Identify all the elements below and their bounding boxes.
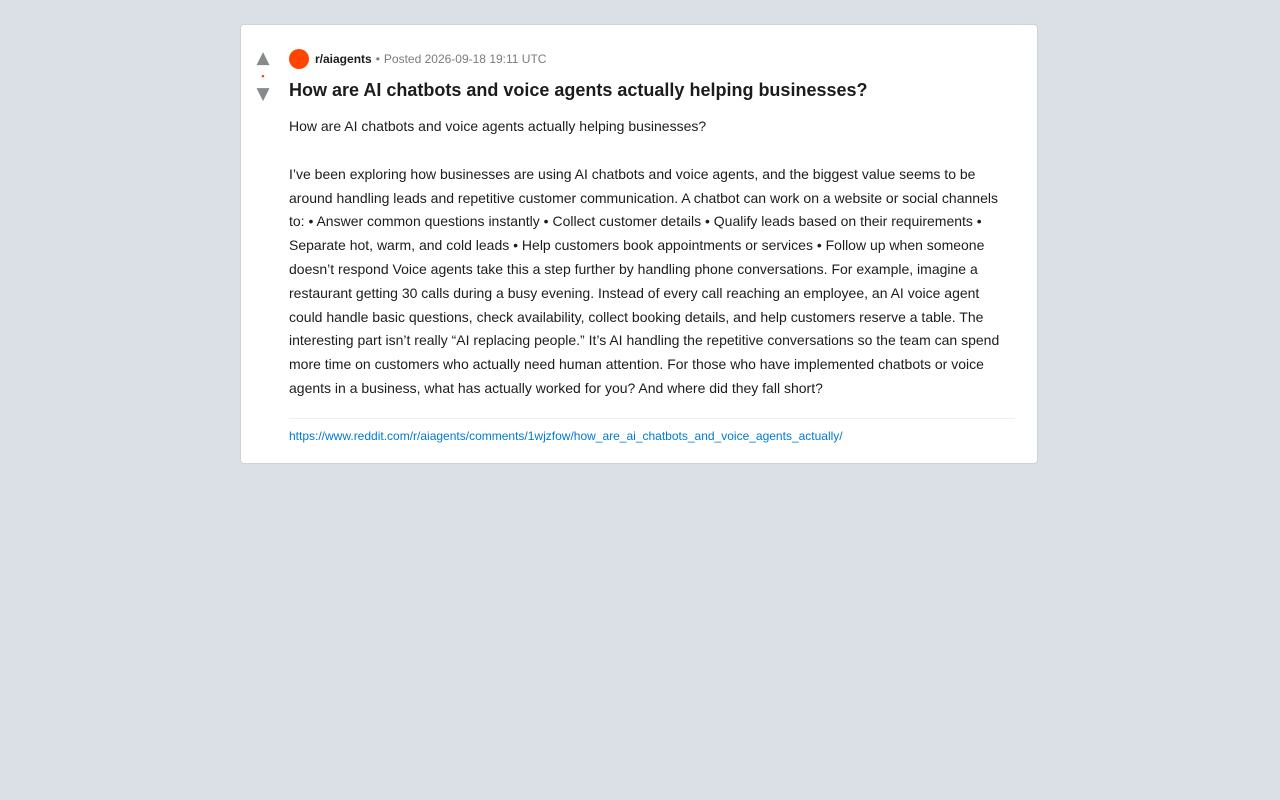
- post-body: [289, 115, 1015, 401]
- post-card: [240, 24, 1038, 464]
- upvote-arrow-icon[interactable]: ▲: [256, 48, 270, 68]
- vote-column: [241, 25, 285, 103]
- post-meta: [289, 49, 1015, 69]
- post-content: [289, 49, 1015, 444]
- subreddit-name[interactable]: r/aiagents: [315, 52, 372, 66]
- post-body-intro: How are AI chatbots and voice agents actually helping businesses?: [289, 118, 707, 134]
- vote-score: •: [261, 71, 265, 81]
- post-title[interactable]: How are AI chatbots and voice agents actually helping businesses?: [289, 80, 868, 100]
- subreddit-avatar-icon[interactable]: [289, 49, 309, 69]
- downvote-arrow-icon[interactable]: ▼: [256, 84, 270, 104]
- meta-separator: •: [375, 52, 380, 66]
- post-footer: [289, 418, 1015, 444]
- post-permalink[interactable]: https://www.reddit.com/r/aiagents/comments/1wjzfow/how_are_ai_chatbots_and_voice_agents_actually/: [289, 428, 843, 443]
- post-body-main: I’ve been exploring how businesses are using AI chatbots and voice agents, and the biggest value seems to be around handling leads and repetitive customer communication. A chatbot can work on a website or social channels to: • Answer common questions instantly • Collect customer details • Qualify leads based on their requirements • Separate hot, warm, and cold leads • Help customers book appointments or services • Follow up when someone doesn’t respond Voice agents take this a step further by handling phone conversations. For example, imagine a restaurant getting 30 calls during a busy evening. Instead of every call reaching an employee, an AI voice agent could handle basic questions, check availability, collect booking details, and help customers reserve a table. The interesting part isn’t really “AI replacing people.” It’s AI handling the repetitive conversations so the team can spend more time on customers who actually need human attention. For those who have implemented chatbots or voice agents in a business, what has actually worked for you? And where did they fall short?: [289, 165, 1000, 396]
- post-timestamp: Posted 2026-09-18 19:11 UTC: [383, 52, 547, 66]
